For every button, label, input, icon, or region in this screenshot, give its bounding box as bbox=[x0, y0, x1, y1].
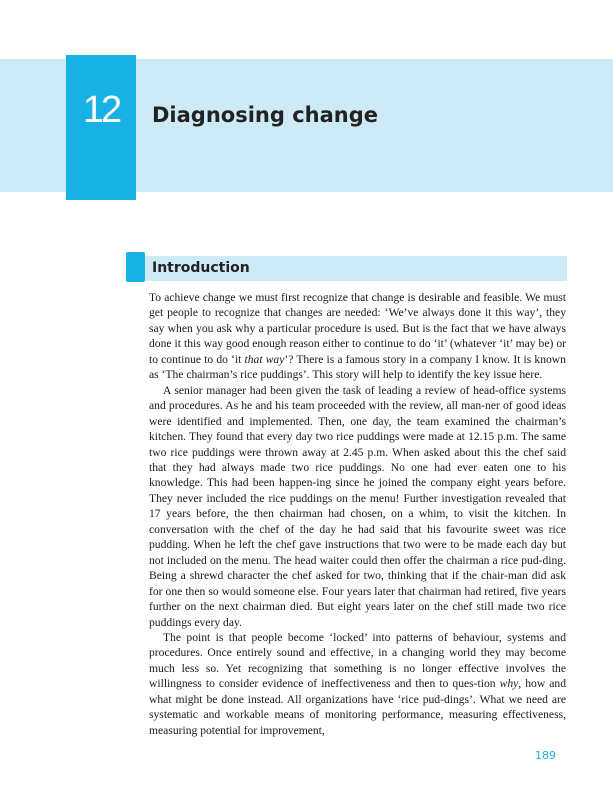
body-text bbox=[149, 290, 566, 738]
page-number: 189 bbox=[535, 749, 556, 762]
paragraph bbox=[149, 630, 566, 738]
chapter-title: Diagnosing change bbox=[152, 103, 378, 127]
emphasis-run: that way bbox=[244, 352, 285, 366]
chapter-number: 12 bbox=[82, 89, 120, 131]
text-run: A senior manager had been given the task of leading a review of head-office systems and procedures. As he and his team proceeded with the review, all man-ner of good ideas were identified and implemented. Then, one day, the team examined the chairman’s kitchen. They found that every day two rice puddings were made at 12.15 p.m. The same two rice puddings were thrown away at 2.45 p.m. When asked about this the chef said that they had always made two rice puddings. No one had ever eaten one to his knowledge. This had been happen-ing since he joined the company eight years before. They never included the rice puddings on the menu! Further investigation revealed that 17 years before, the then chairman had chosen, on a whim, to visit the kitchen. In conversation with the chef of the day he had said that his favourite sweet was rice pudding. When he left the chef gave instructions that two were to be made each day but not included on the menu. The head waiter could then offer the chairman a rice pud-ding. Being a shrewd character the chef asked for two, thinking that if the chair-man did ask for one then so would someone else. Four years later that chairman had retired, five years further on the next chairman died. But eight years later on the chef still made two rice puddings every day. bbox=[149, 383, 566, 629]
emphasis-run: why bbox=[499, 677, 519, 691]
text-run: , how and what might be done instead. All organizations have ‘rice pud-dings’. What we need are systematic and workable means of monitoring performance, measuring effectiveness, measuring potential for improvement, bbox=[149, 677, 566, 737]
chapter-number-tab bbox=[66, 55, 136, 200]
text-run: ’? There is a famous story in a company I know. It is known as ‘The chairman’s rice puddings’. This story will help to identify the key issue here. bbox=[149, 352, 566, 382]
paragraph bbox=[149, 290, 566, 383]
section-title: Introduction bbox=[152, 260, 250, 276]
section-marker bbox=[126, 252, 145, 282]
text-run: To achieve change we must first recognize that change is desirable and feasible. We must get people to recognize that changes are needed: ‘We’ve always done it this way’, they say when you ask why a particular procedure is used. But is the fact that we have always done it this way good enough reason either to continue to do ‘it’ (whatever ‘it’ may be) or to continue to do ‘it bbox=[149, 291, 566, 366]
paragraph bbox=[149, 383, 566, 630]
text-run: The point is that people become ‘locked’ into patterns of behaviour, systems and procedures. Once entirely sound and effective, in a changing world they may become much less so. Yet recognizing that something is no longer effective involves the willingness to consider evidence of ineffectiveness and then to ques-tion bbox=[149, 630, 566, 691]
